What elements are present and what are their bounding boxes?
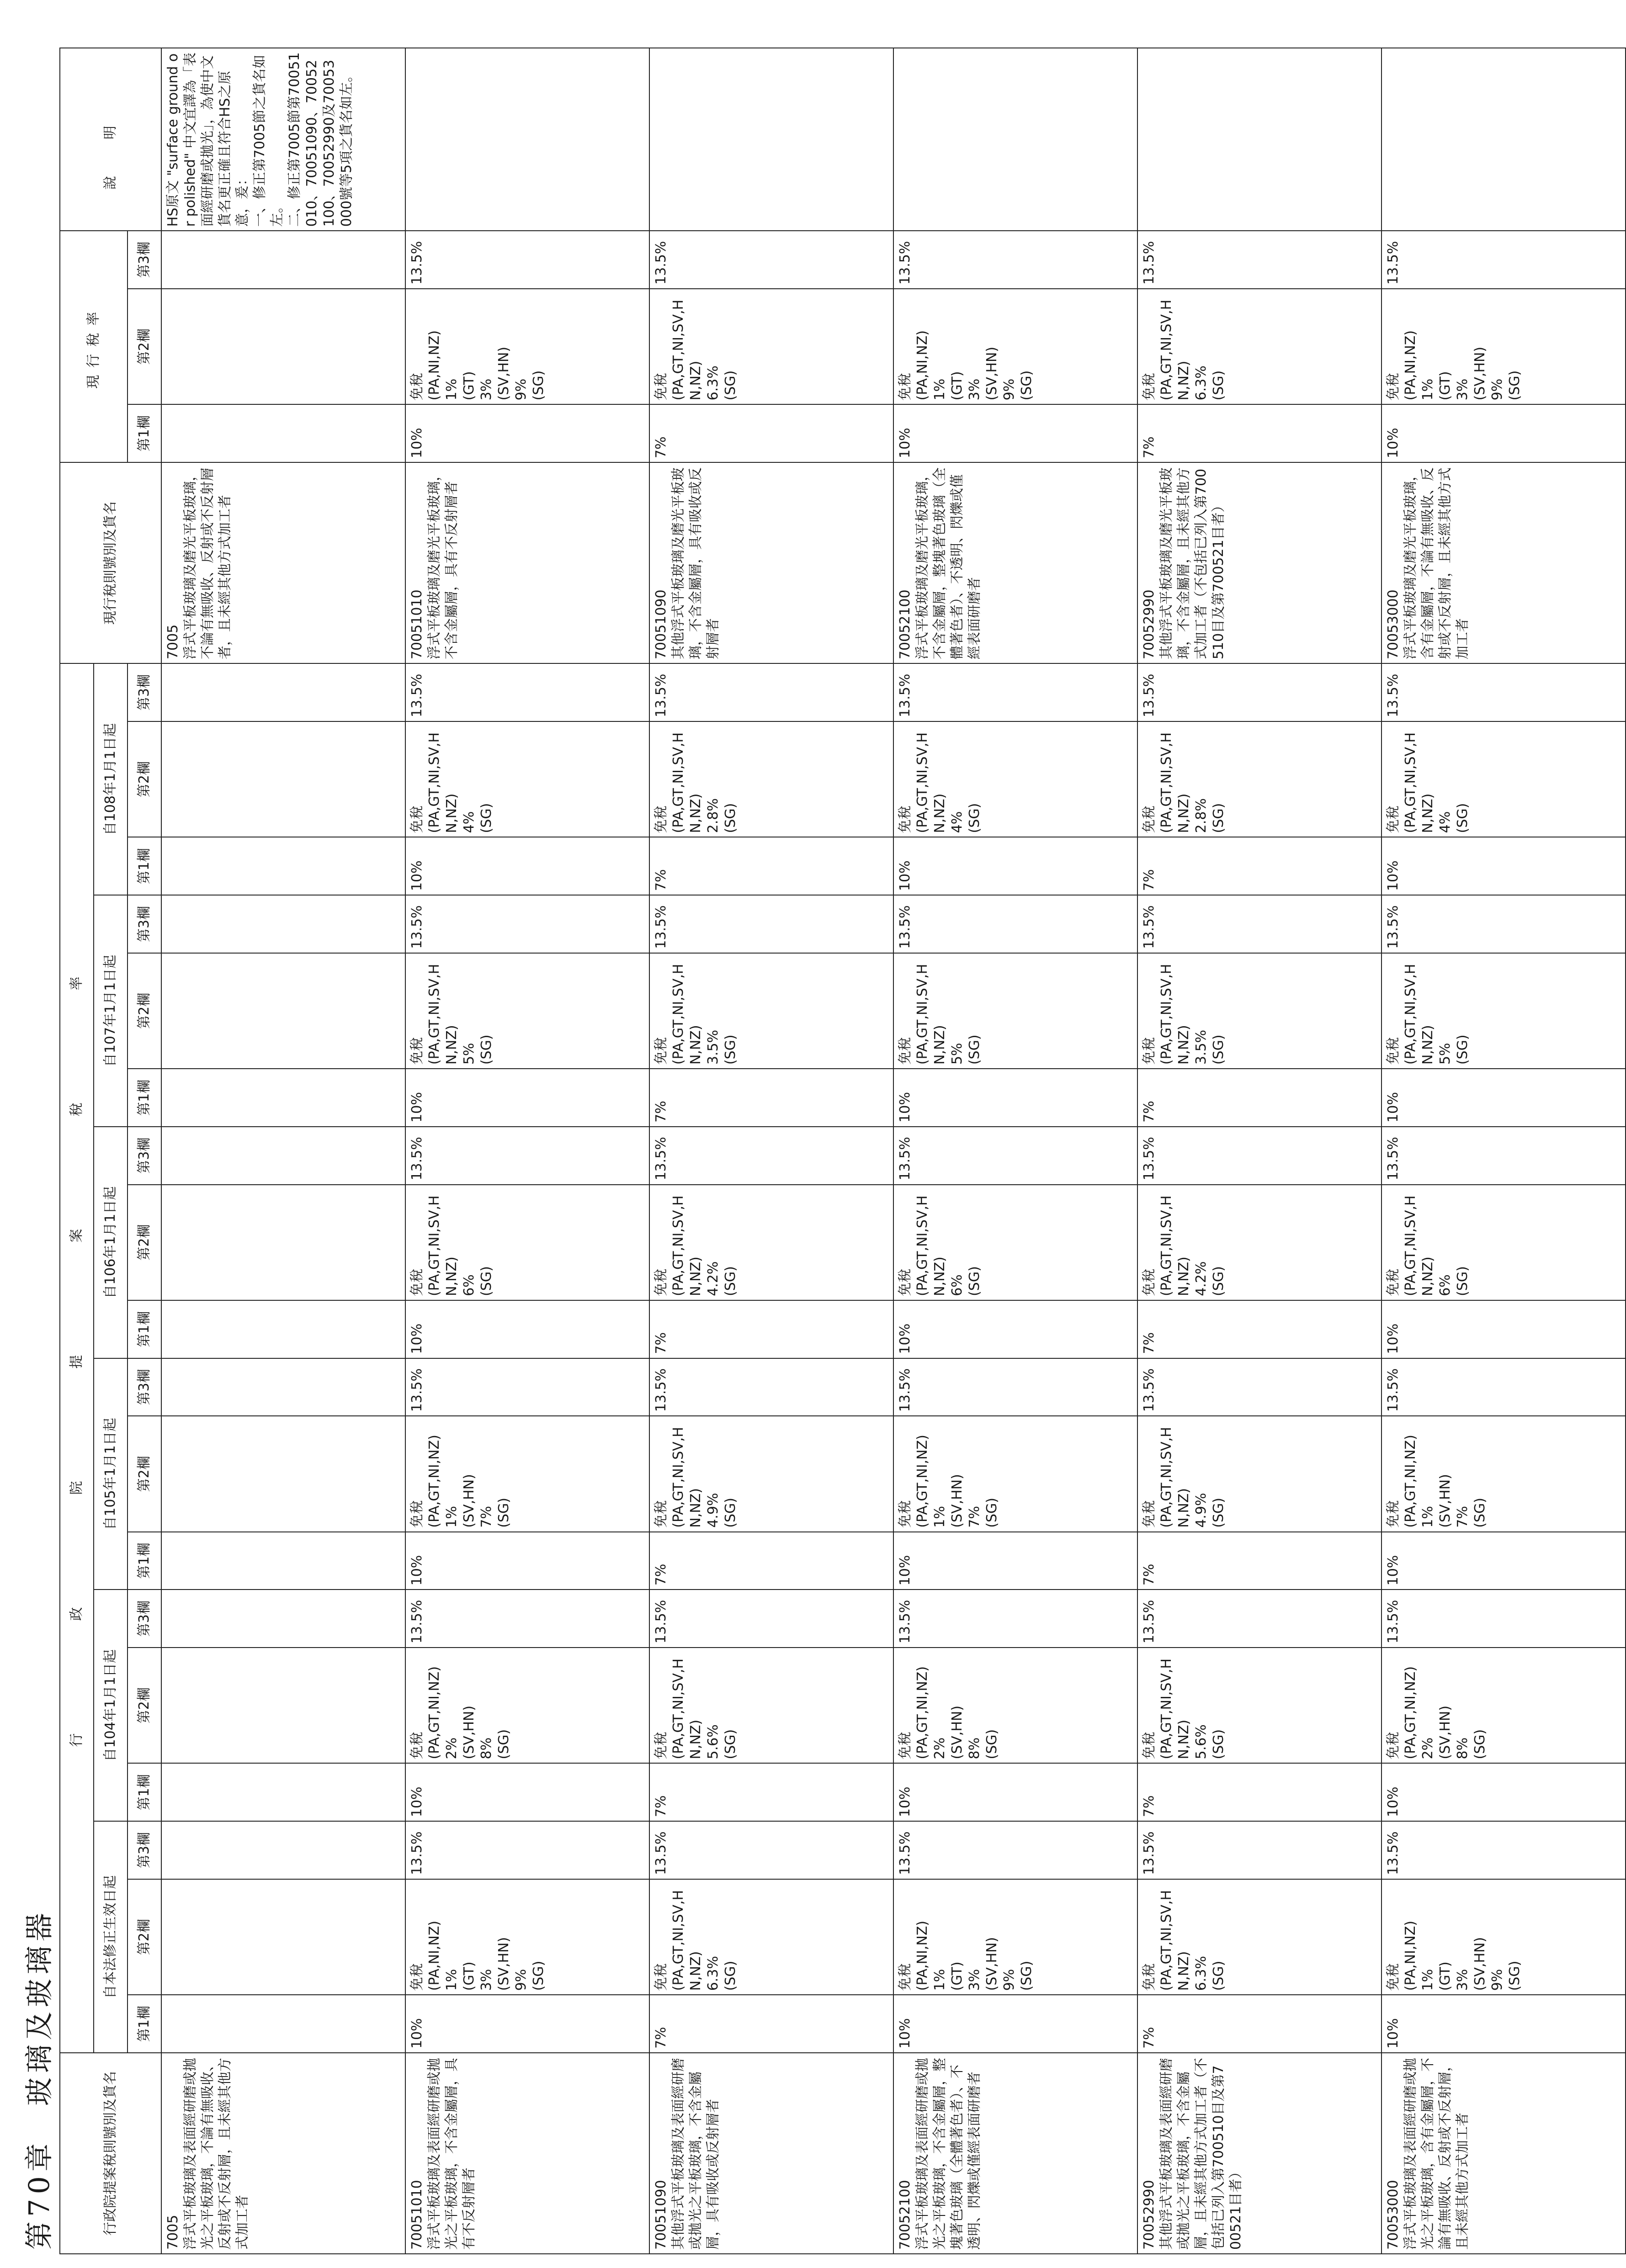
notes-cell xyxy=(649,48,893,231)
rate-cell: 10% xyxy=(893,1995,1137,2053)
header-period: 自本法修正生效日起 xyxy=(94,1821,128,2053)
current-rate-cell: 7% xyxy=(649,404,893,462)
rate-cell: 免稅 (PA,GT,NI,SV,HN,NZ) 6.3% (SG) xyxy=(649,1879,893,1995)
rate-cell: 10% xyxy=(405,1995,649,2053)
header-column-label: 第3欄 xyxy=(128,663,161,721)
rate-cell xyxy=(161,1763,405,1821)
rate-cell: 10% xyxy=(1382,1995,1626,2053)
rate-cell: 13.5% xyxy=(1137,663,1382,721)
rate-cell xyxy=(161,1416,405,1531)
current-rate-cell: 免稅 (PA,GT,NI,SV,HN,NZ) 6.3% (SG) xyxy=(1137,289,1382,404)
header-column-label: 第3欄 xyxy=(128,1590,161,1648)
rate-cell: 13.5% xyxy=(893,663,1137,721)
header-proposed-code: 行政院提案稅則號別及貨名 xyxy=(60,2053,161,2254)
rate-cell xyxy=(161,1069,405,1127)
notes-cell xyxy=(405,48,649,231)
rate-cell xyxy=(161,1995,405,2053)
header-column-label: 第1欄 xyxy=(128,1532,161,1590)
rate-cell: 10% xyxy=(893,1532,1137,1590)
current-rate-cell xyxy=(161,404,405,462)
rate-cell: 免稅 (PA,GT,NI,SV,HN,NZ) 4% (SG) xyxy=(893,721,1137,837)
rate-cell: 10% xyxy=(893,837,1137,895)
rate-cell: 10% xyxy=(405,1763,649,1821)
header-period: 自107年1月1日起 xyxy=(94,895,128,1127)
notes-cell: HS原文 "surface ground or polished" 中文宜譯為「表面經研磨或拋光」，為使中文貨名更正確且符合HS之原意，爰： 一、修正第7005節之貨名如左。 二、修正第7005節第70051010、70051090、70052100、70052990及70053000號等5項之貨名如左。 xyxy=(161,48,405,231)
rate-cell xyxy=(161,1590,405,1648)
current-rate-cell: 免稅 (PA,GT,NI,SV,HN,NZ) 6.3% (SG) xyxy=(649,289,893,404)
rate-cell: 13.5% xyxy=(405,1590,649,1648)
rate-cell: 免稅 (PA,GT,NI,SV,HN,NZ) 5.6% (SG) xyxy=(649,1648,893,1763)
notes-cell xyxy=(893,48,1137,231)
proposed-item-cell: 70052990 其他浮式平板玻璃及表面經研磨或拋光之平板玻璃，不含金屬層，且未經其他方式加工者（不包括已列入第700510目及第700521目者） xyxy=(1137,2053,1382,2254)
header-period: 自108年1月1日起 xyxy=(94,663,128,895)
rate-cell: 13.5% xyxy=(893,1358,1137,1416)
rate-cell: 10% xyxy=(405,837,649,895)
rate-cell xyxy=(161,953,405,1069)
rate-cell: 7% xyxy=(1137,837,1382,895)
rate-cell: 免稅 (PA,GT,NI,NZ) 2% (SV,HN) 8% (SG) xyxy=(405,1648,649,1763)
rate-cell: 免稅 (PA,GT,NI,SV,HN,NZ) 4% (SG) xyxy=(405,721,649,837)
rate-cell: 13.5% xyxy=(1137,1358,1382,1416)
rate-cell: 10% xyxy=(893,1763,1137,1821)
rate-cell: 13.5% xyxy=(405,1358,649,1416)
current-rate-cell: 13.5% xyxy=(649,231,893,289)
rate-cell: 免稅 (PA,GT,NI,SV,HN,NZ) 6.3% (SG) xyxy=(1137,1879,1382,1995)
header-period: 自104年1月1日起 xyxy=(94,1590,128,1821)
rate-cell: 7% xyxy=(1137,1995,1382,2053)
rate-cell xyxy=(161,1821,405,1879)
current-rate-cell xyxy=(161,231,405,289)
rate-cell: 免稅 (PA,GT,NI,SV,HN,NZ) 4.9% (SG) xyxy=(649,1416,893,1531)
rate-cell: 13.5% xyxy=(1382,1127,1626,1185)
current-item-cell: 70052990 其他浮式平板玻璃及磨光平板玻璃，不含金屬層，且未經其他方式加工者（不包括已列入第700510目及第700521目者） xyxy=(1137,462,1382,663)
rate-cell: 10% xyxy=(405,1300,649,1358)
current-item-cell: 70053000 浮式平板玻璃及磨光平板玻璃，含有金屬層，不論有無吸收、反射或不反射層，且未經其他方式加工者 xyxy=(1382,462,1626,663)
table-row xyxy=(405,48,649,2254)
header-column-label: 第1欄 xyxy=(128,1763,161,1821)
rate-cell: 13.5% xyxy=(893,1821,1137,1879)
current-rate-cell xyxy=(161,289,405,404)
rate-cell: 7% xyxy=(1137,1763,1382,1821)
current-rate-cell: 7% xyxy=(1137,404,1382,462)
rate-cell xyxy=(161,895,405,953)
rate-cell: 免稅 (PA,GT,NI,SV,HN,NZ) 4.2% (SG) xyxy=(649,1185,893,1300)
header-period: 自106年1月1日起 xyxy=(94,1127,128,1358)
header-column-label: 第1欄 xyxy=(128,1300,161,1358)
rate-cell: 免稅 (PA,GT,NI,SV,HN,NZ) 6% (SG) xyxy=(1382,1185,1626,1300)
rate-cell: 13.5% xyxy=(1137,895,1382,953)
header-column-label: 第3欄 xyxy=(128,1127,161,1185)
rate-cell xyxy=(161,1127,405,1185)
header-column-label: 第2欄 xyxy=(128,1185,161,1300)
header-exec-yuan: 行 政 院 提 案 稅 率 xyxy=(60,663,94,2053)
rate-cell: 13.5% xyxy=(649,663,893,721)
header-column-label: 第3欄 xyxy=(128,1358,161,1416)
rate-cell: 免稅 (PA,GT,NI,NZ) 1% (SV,HN) 7% (SG) xyxy=(405,1416,649,1531)
rate-cell: 13.5% xyxy=(405,663,649,721)
rate-cell xyxy=(161,663,405,721)
current-rate-cell: 10% xyxy=(1382,404,1626,462)
rate-cell: 13.5% xyxy=(1382,1590,1626,1648)
rate-cell: 13.5% xyxy=(649,1358,893,1416)
rate-cell xyxy=(161,721,405,837)
current-item-cell: 70052100 浮式平板玻璃及磨光平板玻璃，不含金屬層，整塊著色玻璃（全體著色者）、不透明、閃爍或僅經表面研磨者 xyxy=(893,462,1137,663)
rate-cell: 7% xyxy=(649,1995,893,2053)
current-rate-cell: 13.5% xyxy=(893,231,1137,289)
rate-cell: 免稅 (PA,GT,NI,NZ) 1% (SV,HN) 7% (SG) xyxy=(1382,1416,1626,1531)
rate-cell xyxy=(161,1358,405,1416)
rate-cell: 免稅 (PA,GT,NI,SV,HN,NZ) 5% (SG) xyxy=(405,953,649,1069)
rate-cell: 免稅 (PA,GT,NI,NZ) 1% (SV,HN) 7% (SG) xyxy=(893,1416,1137,1531)
rate-cell: 13.5% xyxy=(1382,663,1626,721)
rate-cell xyxy=(161,1300,405,1358)
rate-cell: 免稅 (PA,GT,NI,SV,HN,NZ) 2.8% (SG) xyxy=(1137,721,1382,837)
current-rate-cell: 13.5% xyxy=(405,231,649,289)
rate-cell: 免稅 (PA,GT,NI,NZ) 2% (SV,HN) 8% (SG) xyxy=(1382,1648,1626,1763)
rate-cell: 免稅 (PA,NI,NZ) 1% (GT) 3% (SV,HN) 9% (SG) xyxy=(893,1879,1137,1995)
current-rate-cell: 免稅 (PA,NI,NZ) 1% (GT) 3% (SV,HN) 9% (SG) xyxy=(1382,289,1626,404)
rate-cell: 10% xyxy=(893,1300,1137,1358)
notes-cell xyxy=(1137,48,1382,231)
current-rate-cell: 免稅 (PA,NI,NZ) 1% (GT) 3% (SV,HN) 9% (SG) xyxy=(405,289,649,404)
rate-cell: 13.5% xyxy=(893,1127,1137,1185)
header-column-label: 第1欄 xyxy=(128,1995,161,2053)
rate-cell: 免稅 (PA,GT,NI,NZ) 2% (SV,HN) 8% (SG) xyxy=(893,1648,1137,1763)
header-notes: 說明 xyxy=(60,48,161,231)
proposed-item-cell: 7005 浮式平板玻璃及表面經研磨或拋光之平板玻璃，不論有無吸收、反射或不反射層，且未經其他方式加工者 xyxy=(161,2053,405,2254)
rate-cell: 免稅 (PA,GT,NI,SV,HN,NZ) 3.5% (SG) xyxy=(649,953,893,1069)
current-rate-cell: 13.5% xyxy=(1382,231,1626,289)
header-column-label: 第1欄 xyxy=(128,837,161,895)
rate-cell xyxy=(161,1185,405,1300)
current-rate-cell: 免稅 (PA,NI,NZ) 1% (GT) 3% (SV,HN) 9% (SG) xyxy=(893,289,1137,404)
table-row xyxy=(1382,48,1626,2254)
header-current-rate: 現行稅率 xyxy=(60,231,128,462)
table-row xyxy=(1137,48,1382,2254)
rate-cell: 13.5% xyxy=(649,1821,893,1879)
rate-cell: 免稅 (PA,GT,NI,SV,HN,NZ) 4.2% (SG) xyxy=(1137,1185,1382,1300)
rate-cell: 10% xyxy=(1382,1763,1626,1821)
rate-cell: 免稅 (PA,GT,NI,SV,HN,NZ) 5.6% (SG) xyxy=(1137,1648,1382,1763)
rate-cell xyxy=(161,1532,405,1590)
current-item-cell: 70051090 其他浮式平板玻璃及磨光平板玻璃，不含金屬層，具有吸收或反射層者 xyxy=(649,462,893,663)
rate-cell: 10% xyxy=(1382,1069,1626,1127)
rate-cell: 10% xyxy=(1382,837,1626,895)
current-rate-cell: 13.5% xyxy=(1137,231,1382,289)
rate-cell: 10% xyxy=(405,1532,649,1590)
rate-cell xyxy=(161,1648,405,1763)
rate-cell: 免稅 (PA,GT,NI,SV,HN,NZ) 5% (SG) xyxy=(1382,953,1626,1069)
rate-cell: 13.5% xyxy=(1137,1821,1382,1879)
rate-cell: 13.5% xyxy=(1382,895,1626,953)
rate-cell: 7% xyxy=(649,837,893,895)
current-rate-cell: 10% xyxy=(405,404,649,462)
header-column-label: 第2欄 xyxy=(128,1416,161,1531)
rate-cell: 13.5% xyxy=(405,1821,649,1879)
rate-cell: 13.5% xyxy=(1137,1590,1382,1648)
notes-cell xyxy=(1382,48,1626,231)
rate-cell: 13.5% xyxy=(893,1590,1137,1648)
rate-cell: 免稅 (PA,GT,NI,SV,HN,NZ) 3.5% (SG) xyxy=(1137,953,1382,1069)
current-rate-cell: 10% xyxy=(893,404,1137,462)
rate-cell: 免稅 (PA,GT,NI,SV,HN,NZ) 6% (SG) xyxy=(405,1185,649,1300)
header-column-label: 第2欄 xyxy=(128,1879,161,1995)
header-column-label: 第3欄 xyxy=(128,231,161,289)
rate-cell: 免稅 (PA,GT,NI,SV,HN,NZ) 4.9% (SG) xyxy=(1137,1416,1382,1531)
rate-cell xyxy=(161,837,405,895)
rate-cell: 13.5% xyxy=(1382,1821,1626,1879)
table-row xyxy=(649,48,893,2254)
rate-cell: 免稅 (PA,GT,NI,SV,HN,NZ) 4% (SG) xyxy=(1382,721,1626,837)
rate-cell: 免稅 (PA,NI,NZ) 1% (GT) 3% (SV,HN) 9% (SG) xyxy=(1382,1879,1626,1995)
proposed-item-cell: 70051010 浮式平板玻璃及表面經研磨或拋光之平板玻璃，不含金屬層，具有不反射層者 xyxy=(405,2053,649,2254)
header-column-label: 第2欄 xyxy=(128,1648,161,1763)
header-column-label: 第3欄 xyxy=(128,895,161,953)
current-item-cell: 70051010 浮式平板玻璃及磨光平板玻璃，不含金屬層，具有不反射層者 xyxy=(405,462,649,663)
table-row xyxy=(893,48,1137,2254)
rate-cell: 免稅 (PA,GT,NI,SV,HN,NZ) 2.8% (SG) xyxy=(649,721,893,837)
rate-cell: 13.5% xyxy=(1382,1358,1626,1416)
rate-cell: 13.5% xyxy=(649,895,893,953)
table-row xyxy=(161,48,405,2254)
header-column-label: 第2欄 xyxy=(128,721,161,837)
rate-cell: 免稅 (PA,NI,NZ) 1% (GT) 3% (SV,HN) 9% (SG) xyxy=(405,1879,649,1995)
rate-cell: 免稅 (PA,GT,NI,SV,HN,NZ) 6% (SG) xyxy=(893,1185,1137,1300)
rate-cell xyxy=(161,1879,405,1995)
rate-cell: 7% xyxy=(1137,1069,1382,1127)
header-current-code: 現行稅則號別及貨名 xyxy=(60,462,161,663)
rate-cell: 7% xyxy=(649,1763,893,1821)
rate-cell: 13.5% xyxy=(405,1127,649,1185)
rate-cell: 7% xyxy=(1137,1300,1382,1358)
rate-cell: 7% xyxy=(649,1300,893,1358)
rate-cell: 10% xyxy=(893,1069,1137,1127)
rate-cell: 10% xyxy=(405,1069,649,1127)
rate-cell: 7% xyxy=(649,1532,893,1590)
rate-cell: 7% xyxy=(1137,1532,1382,1590)
header-column-label: 第2欄 xyxy=(128,953,161,1069)
chapter-title: 第70章 玻璃及玻璃器 xyxy=(22,1908,56,2250)
header-column-label: 第1欄 xyxy=(128,404,161,462)
header-column-label: 第3欄 xyxy=(128,1821,161,1879)
rate-cell: 13.5% xyxy=(893,895,1137,953)
rate-cell: 13.5% xyxy=(649,1127,893,1185)
rate-cell: 13.5% xyxy=(405,895,649,953)
proposed-item-cell: 70051090 其他浮式平板玻璃及表面經研磨或拋光之平板玻璃，不含金屬層，具有吸收或反射層者 xyxy=(649,2053,893,2254)
rate-cell: 免稅 (PA,GT,NI,SV,HN,NZ) 5% (SG) xyxy=(893,953,1137,1069)
rate-cell: 7% xyxy=(649,1069,893,1127)
proposed-item-cell: 70053000 浮式平板玻璃及表面經研磨或拋光之平板玻璃，含有金屬層，不論有無吸收、反射或不反射層，且未經其他方式加工者 xyxy=(1382,2053,1626,2254)
proposed-item-cell: 70052100 浮式平板玻璃及表面經研磨或拋光之平板玻璃，不含金屬層，整塊著色玻璃（全體著色者）、不透明、閃爍或僅經表面研磨者 xyxy=(893,2053,1137,2254)
header-period: 自105年1月1日起 xyxy=(94,1358,128,1590)
rate-cell: 13.5% xyxy=(1137,1127,1382,1185)
rate-cell: 13.5% xyxy=(649,1590,893,1648)
header-column-label: 第2欄 xyxy=(128,289,161,404)
rate-cell: 10% xyxy=(1382,1532,1626,1590)
header-column-label: 第1欄 xyxy=(128,1069,161,1127)
tariff-table xyxy=(59,48,1626,2254)
rate-cell: 10% xyxy=(1382,1300,1626,1358)
current-item-cell: 7005 浮式平板玻璃及磨光平板玻璃，不論有無吸收、反射或不反射層者，且未經其他方式加工者 xyxy=(161,462,405,663)
